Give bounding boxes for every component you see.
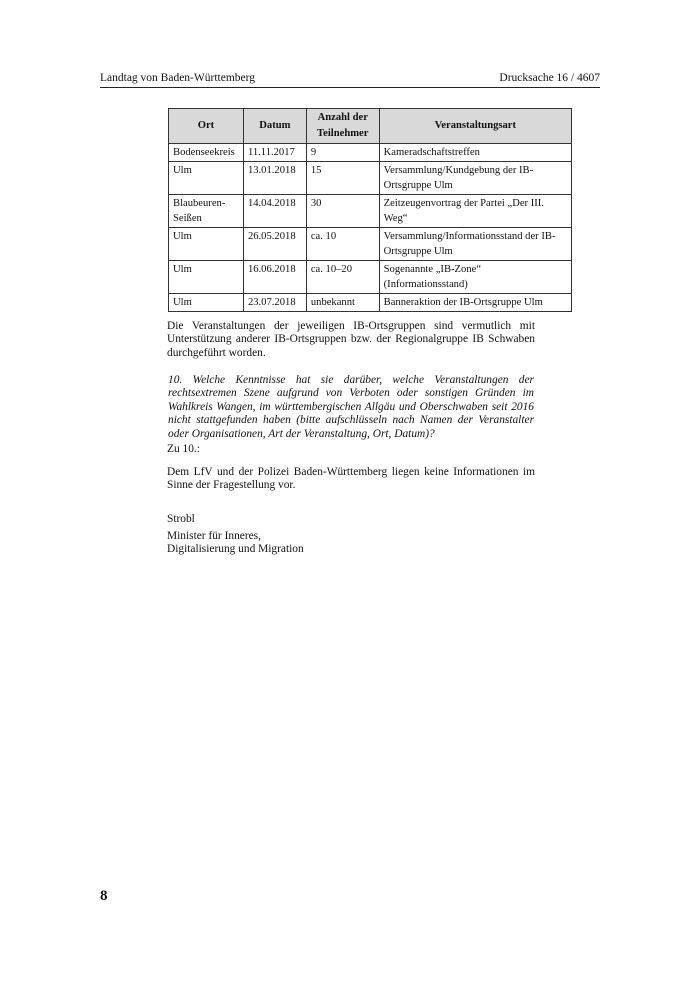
table-row: [169, 195, 572, 228]
cell-ort: Ulm: [169, 162, 244, 195]
cell-anzahl: ca. 10: [306, 228, 379, 261]
cell-art: Kameradschaftstreffen: [379, 144, 571, 162]
cell-art: Zeitzeugenvortrag der Partei „Der III. Weg“: [379, 195, 571, 228]
cell-art: Versammlung/Kundgebung der IB-Ortsgruppe Ulm: [379, 162, 571, 195]
question-text: Welche Kenntnisse hat sie darüber, welche Veranstaltungen der rechtsextremen Szene aufgrund von Verboten oder sonstigen Gründen im Wahlkreis Wangen, im württembergischen Allgäu und Oberschwaben seit 2016 nicht stattgefunden haben (bitte aufschlüsseln nach Namen der Veranstalter oder Organisationen, Art der Veranstaltung, Ort, Datum)?: [168, 374, 534, 440]
cell-datum: 11.11.2017: [243, 144, 306, 162]
table-row: [169, 162, 572, 195]
cell-ort: Ulm: [169, 261, 244, 294]
cell-datum: 26.05.2018: [243, 228, 306, 261]
signature-title-line: Digitalisierung und Migration: [167, 543, 304, 556]
cell-ort: Ulm: [169, 294, 244, 312]
cell-anzahl: 30: [306, 195, 379, 228]
header-datum: Datum: [243, 109, 306, 144]
events-table: [168, 108, 572, 312]
table-row: [169, 294, 572, 312]
header-document-number: Drucksache 16 / 4607: [499, 72, 600, 84]
page-number: 8: [100, 888, 108, 904]
table-row: [169, 261, 572, 294]
table-row: [169, 144, 572, 162]
header-parliament: Landtag von Baden-Württemberg: [100, 72, 255, 84]
question-number: 10.: [168, 374, 183, 386]
cell-anzahl: ca. 10–20: [306, 261, 379, 294]
paragraph-support: Die Veranstaltungen der jeweiligen IB-Ortsgruppen sind vermutlich mit Unterstützung anderer IB-Ortsgruppen bzw. der Regionalgruppe IB Schwaben durchgeführt worden.: [167, 320, 535, 359]
cell-ort: Bodenseekreis: [169, 144, 244, 162]
cell-ort: Blaubeuren-Seißen: [169, 195, 244, 228]
header-veranstaltungsart: Veranstaltungsart: [379, 109, 571, 144]
table-header-row: [169, 109, 572, 144]
question-10: [168, 374, 534, 441]
cell-datum: 13.01.2018: [243, 162, 306, 195]
cell-art: Versammlung/Informationsstand der IB-Ortsgruppe Ulm: [379, 228, 571, 261]
cell-datum: 23.07.2018: [243, 294, 306, 312]
header-ort: Ort: [169, 109, 244, 144]
cell-datum: 16.06.2018: [243, 261, 306, 294]
signature-name: Strobl: [167, 513, 195, 525]
signature-title-line: Minister für Inneres,: [167, 530, 261, 542]
cell-anzahl: 15: [306, 162, 379, 195]
cell-art: Sogenannte „IB-Zone“ (Informationsstand): [379, 261, 571, 294]
page-header: [100, 70, 600, 88]
signature-title: [167, 530, 535, 557]
cell-anzahl: unbekannt: [306, 294, 379, 312]
answer-label: Zu 10.:: [167, 443, 200, 455]
table-row: [169, 228, 572, 261]
answer-text: Dem LfV und der Polizei Baden-Württemberg liegen keine Informationen im Sinne der Fragestellung vor.: [167, 466, 535, 492]
header-anzahl: Anzahl der Teilnehmer: [306, 109, 379, 144]
cell-anzahl: 9: [306, 144, 379, 162]
cell-datum: 14.04.2018: [243, 195, 306, 228]
cell-ort: Ulm: [169, 228, 244, 261]
cell-art: Banneraktion der IB-Ortsgruppe Ulm: [379, 294, 571, 312]
